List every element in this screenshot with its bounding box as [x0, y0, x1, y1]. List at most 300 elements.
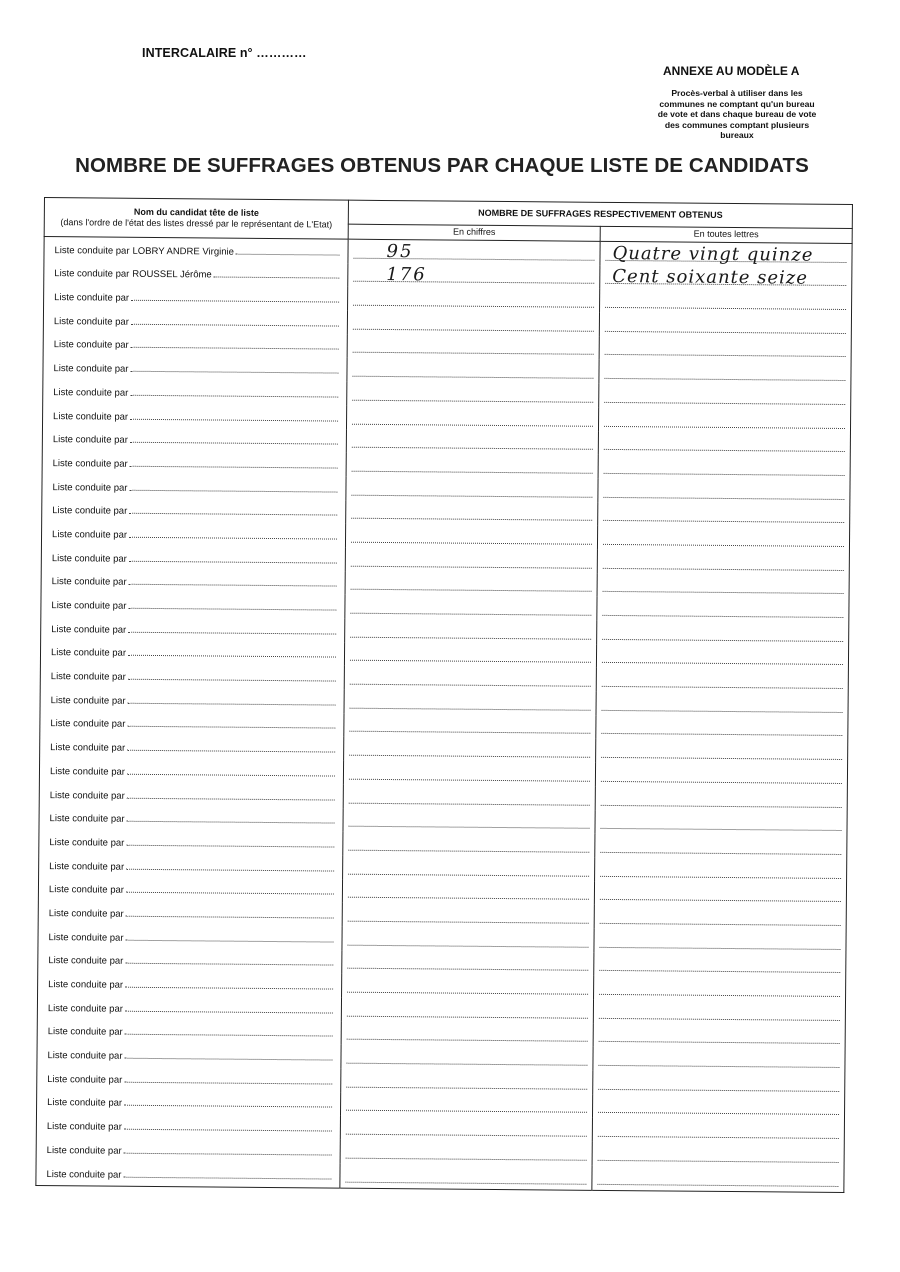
en-chiffres-cell[interactable]	[347, 358, 599, 384]
results-rows	[36, 237, 852, 1193]
row-prefix: Liste conduite par	[47, 1026, 123, 1039]
candidate-header-subtitle: (dans l'ordre de l'état des listes dressé par le représentant de L'Etat)	[60, 217, 333, 230]
candidate-name: ROUSSEL Jérôme	[132, 269, 212, 281]
note-line: de vote et dans chaque bureau de vote	[657, 109, 817, 119]
en-chiffres-cell[interactable]	[340, 1092, 592, 1118]
dotted-leader	[130, 364, 338, 374]
candidate-cell[interactable]	[44, 261, 348, 287]
candidate-cell[interactable]	[37, 1090, 341, 1116]
dotted-line	[605, 354, 846, 357]
dotted-leader	[128, 648, 336, 658]
en-toutes-lettres-cell[interactable]	[594, 952, 846, 978]
en-toutes-lettres-cell[interactable]	[593, 1071, 845, 1097]
dotted-line	[348, 873, 589, 876]
dotted-line	[599, 1041, 840, 1044]
row-label	[36, 1168, 339, 1187]
dotted-leader	[131, 317, 339, 327]
intercalaire-number: INTERCALAIRE n° …………	[142, 46, 307, 60]
row-prefix: Liste conduite par	[46, 1121, 122, 1133]
row-prefix: Liste conduite par	[52, 529, 128, 541]
en-chiffres-cell[interactable]	[345, 619, 597, 645]
dotted-leader	[214, 270, 340, 279]
dotted-line	[599, 1018, 840, 1021]
row-prefix: Liste conduite par	[53, 315, 129, 328]
dotted-leader	[127, 719, 335, 729]
candidate-cell[interactable]	[40, 734, 344, 760]
en-chiffres-cell[interactable]	[347, 334, 599, 360]
row-prefix: Liste conduite par	[50, 671, 126, 683]
dotted-leader	[130, 388, 338, 398]
dotted-line	[598, 1160, 839, 1163]
dotted-line	[346, 1134, 587, 1137]
en-toutes-lettres-cell[interactable]	[594, 881, 846, 907]
dotted-line	[349, 755, 590, 758]
en-toutes-lettres-cell[interactable]	[594, 929, 846, 955]
row-prefix: Liste conduite par	[47, 1097, 123, 1110]
en-toutes-lettres-cell[interactable]	[597, 550, 849, 576]
dotted-leader	[131, 293, 339, 303]
candidate-name: LOBRY ANDRE Virginie	[132, 245, 234, 258]
row-prefix: Liste conduite par	[54, 268, 130, 281]
dotted-leader	[127, 790, 335, 800]
en-chiffres-cell[interactable]	[341, 998, 593, 1024]
en-chiffres-cell[interactable]	[345, 571, 597, 597]
dotted-leader	[129, 482, 337, 492]
row-prefix: Liste conduite par	[49, 860, 125, 873]
en-chiffres-cell[interactable]	[342, 903, 594, 929]
en-chiffres-cell[interactable]	[342, 879, 594, 905]
candidate-cell[interactable]	[37, 1066, 341, 1092]
dotted-line	[348, 897, 589, 900]
dotted-line	[353, 328, 594, 331]
candidate-cell[interactable]	[38, 971, 342, 997]
dotted-leader	[123, 1169, 331, 1179]
candidate-cell[interactable]	[38, 900, 342, 926]
en-toutes-lettres-cell[interactable]	[596, 739, 848, 765]
en-toutes-lettres-cell[interactable]	[599, 384, 851, 410]
row-prefix: Liste conduite par	[48, 884, 124, 896]
dotted-leader	[129, 577, 337, 587]
candidate-column-header	[44, 198, 348, 240]
dotted-line	[599, 994, 840, 997]
en-chiffres-cell[interactable]	[340, 1163, 592, 1189]
en-chiffres-cell[interactable]	[343, 784, 595, 810]
candidate-cell[interactable]	[36, 1137, 340, 1163]
candidate-cell[interactable]	[43, 308, 347, 334]
en-chiffres-cell[interactable]	[348, 287, 600, 313]
dotted-line	[349, 778, 590, 781]
candidate-cell[interactable]	[41, 569, 345, 595]
en-toutes-lettres-cell[interactable]	[600, 266, 852, 292]
candidate-cell[interactable]	[38, 877, 342, 903]
en-chiffres-cell[interactable]	[340, 1140, 592, 1166]
en-chiffres-cell[interactable]	[347, 382, 599, 408]
dotted-leader	[125, 980, 333, 990]
en-toutes-lettres-cell[interactable]	[594, 905, 846, 931]
dotted-line	[605, 331, 846, 334]
page-title: NOMBRE DE SUFFRAGES OBTENUS PAR CHAQUE LISTE DE CANDIDATS	[75, 154, 809, 177]
candidate-cell[interactable]	[39, 782, 343, 808]
en-toutes-lettres-cell[interactable]	[598, 479, 850, 505]
row-prefix: Liste conduite par	[46, 1144, 122, 1157]
en-toutes-lettres-cell[interactable]	[592, 1095, 844, 1121]
en-chiffres-cell[interactable]	[347, 311, 599, 337]
row-prefix: Liste conduite par	[47, 1002, 123, 1015]
en-toutes-lettres-cell[interactable]	[595, 810, 847, 836]
row-prefix: Liste conduite par	[53, 410, 129, 423]
row-prefix: Liste conduite par	[52, 505, 128, 517]
dotted-line	[602, 662, 843, 665]
dotted-line	[600, 852, 841, 855]
dotted-line	[597, 1183, 838, 1186]
candidate-header-title: Nom du candidat tête de liste	[133, 206, 259, 218]
row-prefix: Liste conduite par	[53, 386, 129, 399]
dotted-line	[351, 589, 592, 592]
en-chiffres-cell[interactable]	[346, 477, 598, 503]
row-prefix: Liste conduite par	[50, 647, 127, 660]
en-toutes-lettres-cell[interactable]	[592, 1142, 844, 1168]
en-chiffres-cell[interactable]	[341, 1021, 593, 1047]
candidate-cell[interactable]	[39, 829, 343, 855]
candidate-cell[interactable]	[42, 403, 346, 429]
dotted-line	[603, 544, 844, 547]
row-prefix: Liste conduite par	[51, 623, 127, 636]
candidate-cell[interactable]	[37, 1042, 341, 1068]
en-toutes-lettres-cell[interactable]	[596, 692, 848, 718]
en-chiffres-cell[interactable]	[348, 263, 600, 289]
en-toutes-lettres-cell[interactable]	[596, 716, 848, 742]
dotted-leader	[127, 814, 335, 824]
dotted-line	[350, 684, 591, 687]
dotted-line	[601, 757, 842, 760]
dotted-line	[350, 707, 591, 710]
dotted-leader	[128, 695, 336, 705]
en-toutes-lettres-cell[interactable]	[596, 645, 848, 671]
dotted-line	[604, 425, 845, 428]
en-toutes-lettres-cell[interactable]	[593, 1047, 845, 1073]
dotted-leader	[129, 553, 337, 563]
en-toutes-lettres-cell[interactable]	[598, 408, 850, 434]
en-toutes-lettres-cell[interactable]	[595, 763, 847, 789]
dotted-leader	[125, 956, 333, 966]
candidate-cell[interactable]	[38, 924, 342, 950]
dotted-leader	[125, 1003, 333, 1013]
en-chiffres-cell[interactable]	[340, 1116, 592, 1142]
dotted-line	[347, 1015, 588, 1018]
dotted-leader	[125, 1027, 333, 1037]
candidate-cell[interactable]	[44, 237, 348, 264]
row-prefix: Liste conduite par	[49, 789, 125, 802]
candidate-cell[interactable]	[41, 616, 345, 642]
dotted-line	[346, 1157, 587, 1160]
row-prefix: Liste conduite par	[48, 955, 124, 968]
row-prefix: Liste conduite par	[51, 552, 127, 565]
en-toutes-lettres-cell[interactable]	[592, 1118, 844, 1144]
dotted-leader	[129, 530, 337, 540]
en-chiffres-cell[interactable]	[344, 690, 596, 716]
en-toutes-lettres-cell[interactable]	[600, 289, 852, 315]
candidate-cell[interactable]	[43, 355, 347, 381]
en-toutes-lettres-cell[interactable]	[597, 526, 849, 552]
dotted-line	[602, 710, 843, 713]
row-prefix: Liste conduite par	[48, 979, 124, 991]
dotted-line	[347, 968, 588, 971]
dotted-line	[601, 781, 842, 784]
dotted-line	[598, 1136, 839, 1139]
dotted-line	[599, 947, 840, 950]
dotted-line	[352, 376, 593, 379]
row-prefix: Liste conduite par	[52, 457, 128, 470]
row-prefix: Liste conduite par	[50, 718, 126, 731]
en-toutes-lettres-cell[interactable]	[598, 431, 850, 457]
dotted-line	[602, 615, 843, 618]
row-prefix: Liste conduite par	[53, 363, 129, 375]
en-chiffres-cell[interactable]	[344, 713, 596, 739]
en-chiffres-cell[interactable]	[341, 1069, 593, 1095]
row-prefix: Liste conduite par	[52, 481, 128, 494]
candidate-cell[interactable]	[41, 545, 345, 571]
en-chiffres-cell[interactable]	[348, 239, 600, 265]
dotted-leader	[128, 672, 336, 682]
note-line: communes ne comptant qu'un bureau	[659, 98, 815, 109]
row-prefix: Liste conduite par	[51, 600, 127, 612]
dotted-line	[351, 565, 592, 568]
en-toutes-lettres-cell[interactable]	[595, 834, 847, 860]
en-chiffres-cell[interactable]	[346, 453, 598, 479]
candidate-cell[interactable]	[40, 687, 344, 713]
en-chiffres-cell[interactable]	[343, 856, 595, 882]
dotted-line	[601, 804, 842, 807]
en-toutes-lettres-cell[interactable]	[595, 787, 847, 813]
dotted-leader	[130, 435, 338, 445]
en-chiffres-cell[interactable]	[344, 666, 596, 692]
candidate-cell[interactable]	[39, 853, 343, 879]
dotted-line	[349, 802, 590, 805]
dotted-line	[352, 447, 593, 450]
en-chiffres-cell[interactable]	[343, 808, 595, 834]
dotted-leader	[126, 909, 334, 919]
dotted-line	[349, 731, 590, 734]
candidate-cell[interactable]	[43, 379, 347, 405]
dotted-leader	[124, 1051, 332, 1061]
dotted-line	[603, 520, 844, 523]
dotted-leader	[236, 246, 340, 255]
en-toutes-lettres-cell[interactable]	[598, 455, 850, 481]
note-line: des communes comptant plusieurs	[664, 119, 810, 130]
candidate-cell[interactable]	[40, 663, 344, 689]
dotted-line	[352, 471, 593, 474]
candidate-cell[interactable]	[38, 948, 342, 974]
en-chiffres-cell[interactable]	[345, 595, 597, 621]
en-toutes-lettres-cell[interactable]	[598, 502, 850, 528]
dotted-leader	[129, 506, 337, 516]
dotted-line	[350, 660, 591, 663]
dotted-leader	[130, 459, 338, 469]
en-toutes-lettres-header: En toutes lettres	[600, 226, 852, 244]
dotted-leader	[126, 861, 334, 871]
dotted-line	[603, 591, 844, 594]
dotted-line	[350, 613, 591, 616]
en-chiffres-cell[interactable]	[341, 1045, 593, 1071]
dotted-line	[602, 686, 843, 689]
dotted-line	[605, 307, 846, 310]
annexe-label: ANNEXE AU MODÈLE A	[663, 64, 800, 78]
dotted-line	[346, 1110, 587, 1113]
dotted-line	[598, 1112, 839, 1115]
candidate-cell[interactable]	[43, 332, 347, 358]
en-chiffres-cell[interactable]	[346, 405, 598, 431]
dotted-line	[349, 826, 590, 829]
candidate-cell[interactable]	[42, 498, 346, 524]
en-chiffres-cell[interactable]	[345, 524, 597, 550]
en-toutes-lettres-cell[interactable]	[592, 1166, 844, 1192]
dotted-line	[346, 1086, 587, 1089]
note-line: Procès-verbal à utiliser dans les	[671, 88, 803, 98]
row-prefix: Liste conduite par	[49, 813, 125, 825]
en-chiffres-cell[interactable]	[343, 832, 595, 858]
candidate-cell[interactable]	[42, 474, 346, 500]
en-toutes-lettres-cell[interactable]	[599, 337, 851, 363]
dotted-line	[347, 992, 588, 995]
en-chiffres-cell[interactable]	[342, 927, 594, 953]
dotted-leader	[127, 767, 335, 777]
en-toutes-lettres-cell[interactable]	[594, 976, 846, 1002]
candidate-cell[interactable]	[40, 711, 344, 737]
row-prefix: Liste conduite par	[54, 244, 130, 257]
dotted-leader	[127, 743, 335, 753]
candidate-cell[interactable]	[44, 284, 348, 310]
dotted-line	[600, 923, 841, 926]
proces-verbal-note	[632, 88, 842, 141]
en-chiffres-cell[interactable]	[346, 500, 598, 526]
en-chiffres-cell[interactable]	[344, 737, 596, 763]
dotted-line	[603, 496, 844, 499]
row-prefix: Liste conduite par	[50, 694, 126, 707]
candidate-cell[interactable]	[36, 1113, 340, 1139]
dotted-leader	[124, 1146, 332, 1156]
dotted-line	[348, 921, 589, 924]
dotted-line	[604, 378, 845, 381]
row-prefix: Liste conduite par	[51, 576, 127, 589]
dotted-line	[353, 305, 594, 308]
row-prefix: Liste conduite par	[48, 931, 124, 944]
dotted-line	[599, 970, 840, 973]
row-prefix: Liste conduite par	[53, 339, 129, 352]
dotted-line	[352, 400, 593, 403]
dotted-leader	[124, 1122, 332, 1132]
suffrages-group-header: NOMBRE DE SUFFRAGES RESPECTIVEMENT OBTENUS	[348, 200, 852, 228]
dotted-line	[347, 944, 588, 947]
row-prefix: Liste conduite par	[46, 1168, 122, 1181]
dotted-line	[350, 636, 591, 639]
candidate-cell[interactable]	[39, 758, 343, 784]
row-prefix: Liste conduite par	[47, 1050, 123, 1062]
dotted-line	[346, 1063, 587, 1066]
handwritten-words: Cent soixante seize	[612, 266, 809, 290]
dotted-leader	[124, 1074, 332, 1084]
row-prefix: Liste conduite par	[52, 434, 128, 446]
dotted-leader	[124, 1098, 332, 1108]
candidate-cell[interactable]	[37, 995, 341, 1021]
candidate-cell[interactable]	[39, 805, 343, 831]
dotted-line	[347, 1039, 588, 1042]
row-prefix: Liste conduite par	[49, 765, 126, 778]
dotted-line	[598, 1089, 839, 1092]
dotted-line	[601, 733, 842, 736]
dotted-leader	[130, 411, 338, 421]
en-toutes-lettres-cell[interactable]	[595, 858, 847, 884]
candidate-cell[interactable]	[41, 521, 345, 547]
dotted-line	[348, 850, 589, 853]
row-prefix: Liste conduite par	[50, 742, 126, 754]
row-prefix: Liste conduite par	[47, 1073, 123, 1086]
dotted-leader	[128, 601, 336, 611]
dotted-line	[600, 899, 841, 902]
dotted-line	[600, 875, 841, 878]
en-chiffres-cell[interactable]	[346, 429, 598, 455]
row-prefix: Liste conduite par	[49, 836, 125, 849]
results-table	[35, 197, 853, 1193]
en-chiffres-cell[interactable]	[342, 950, 594, 976]
en-toutes-lettres-cell[interactable]	[599, 313, 851, 339]
handwritten-number: 95	[386, 240, 414, 262]
candidate-cell[interactable]	[37, 1019, 341, 1045]
dotted-line	[598, 1065, 839, 1068]
en-toutes-lettres-cell[interactable]	[596, 668, 848, 694]
en-chiffres-cell[interactable]	[342, 974, 594, 1000]
candidate-cell[interactable]	[42, 426, 346, 452]
en-chiffres-cell[interactable]	[343, 761, 595, 787]
dotted-line	[602, 639, 843, 642]
dotted-leader	[128, 624, 336, 634]
dotted-line	[604, 449, 845, 452]
dotted-leader	[126, 885, 334, 895]
candidate-cell[interactable]	[40, 640, 344, 666]
dotted-line	[353, 352, 594, 355]
dotted-line	[604, 402, 845, 405]
candidate-cell[interactable]	[41, 592, 345, 618]
note-line: bureaux	[720, 130, 754, 140]
en-chiffres-header: En chiffres	[348, 224, 600, 242]
en-toutes-lettres-cell[interactable]	[597, 573, 849, 599]
en-chiffres-cell[interactable]	[344, 642, 596, 668]
en-toutes-lettres-cell[interactable]	[597, 621, 849, 647]
dotted-line	[601, 828, 842, 831]
dotted-line	[352, 423, 593, 426]
en-toutes-lettres-cell[interactable]	[600, 241, 852, 267]
row-prefix: Liste conduite par	[54, 292, 130, 304]
dotted-leader	[131, 340, 339, 350]
results-sheet	[35, 197, 853, 1205]
en-toutes-lettres-cell[interactable]	[593, 1000, 845, 1026]
candidate-cell[interactable]	[42, 450, 346, 476]
handwritten-words: Quatre vingt quinze	[612, 242, 814, 266]
handwritten-number: 176	[386, 264, 427, 286]
dotted-leader	[126, 838, 334, 848]
dotted-line	[351, 518, 592, 521]
dotted-leader	[126, 932, 334, 942]
dotted-line	[351, 542, 592, 545]
en-chiffres-cell[interactable]	[345, 548, 597, 574]
en-toutes-lettres-cell[interactable]	[599, 360, 851, 386]
candidate-cell[interactable]	[36, 1161, 340, 1188]
dotted-line	[604, 473, 845, 476]
en-toutes-lettres-cell[interactable]	[597, 597, 849, 623]
dotted-line	[603, 568, 844, 571]
en-toutes-lettres-cell[interactable]	[593, 1024, 845, 1050]
dotted-line	[351, 494, 592, 497]
dotted-line	[345, 1181, 586, 1184]
